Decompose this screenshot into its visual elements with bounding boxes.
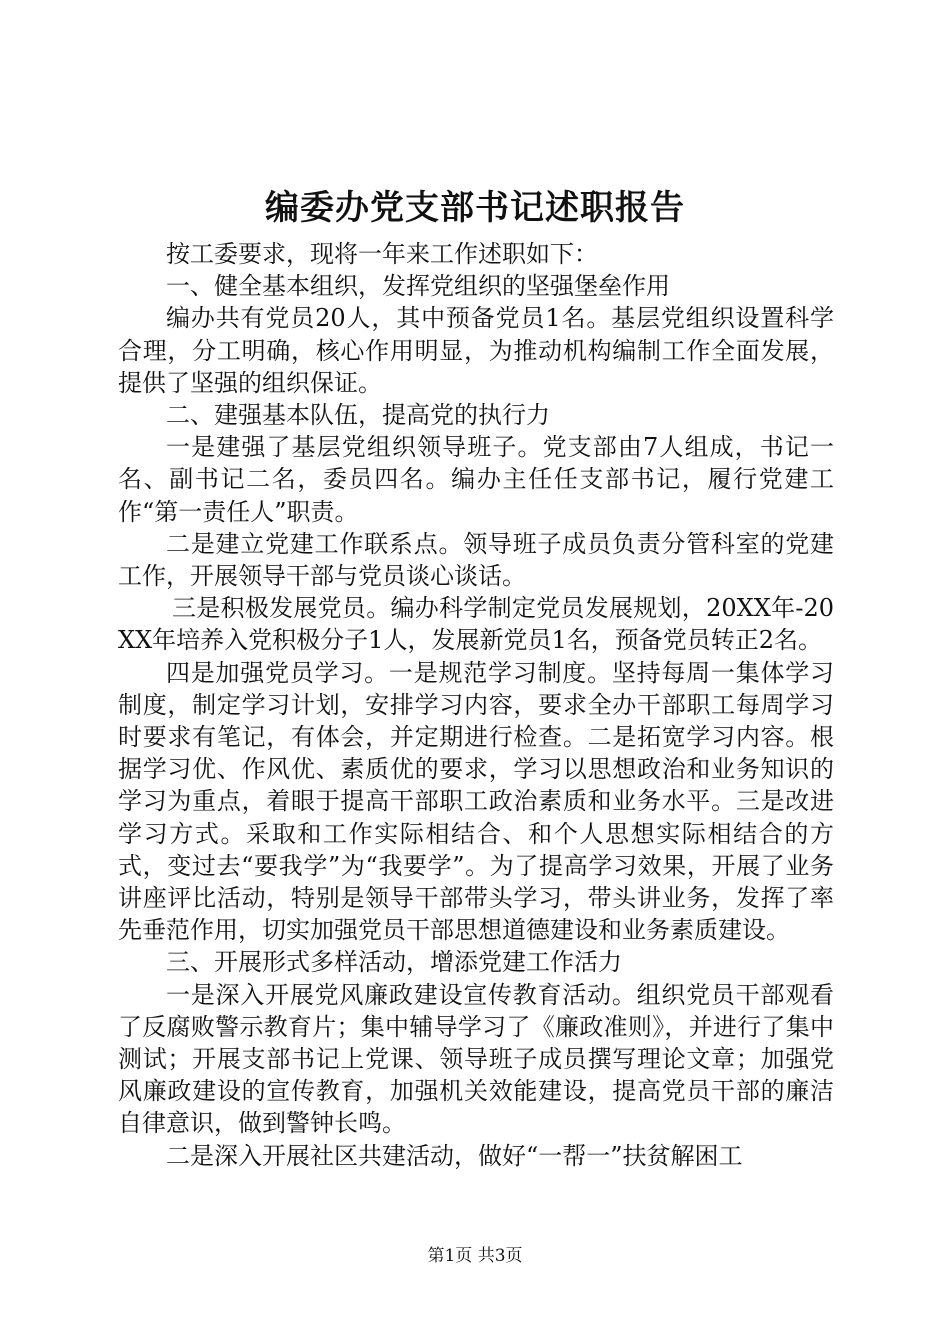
page-footer: 第1页 共3页 [427, 1246, 523, 1266]
paragraph: 编办共有党员20人，其中预备党员1名。基层党组织设置科学合理，分工明确，核心作用明显，为推动机构编制工作全面发展，提供了坚强的组织保证。 [118, 304, 834, 397]
document-title: 编委办党支部书记述职报告 [265, 188, 685, 228]
paragraph-intro: 按工委要求，现将一年来工作述职如下： [166, 240, 598, 268]
section-heading-3: 三、开展形式多样活动，增添党建工作活力 [166, 948, 622, 977]
paragraph: 一是建强了基层党组织领导班子。党支部由7人组成，书记一名、副书记二名，委员四名。编办主任任支部书记，履行党建工作“第一责任人”职责。 [118, 433, 834, 526]
paragraph: 一是深入开展党风廉政建设宣传教育活动。组织党员干部观看了反腐败警示教育片；集中辅导学习了《廉政准则》，并进行了集中测试；开展支部书记上党课、领导班子成员撰写理论文章；加强党风廉政建设的宣传教育，加强机关效能建设，提高党员干部的廉洁自律意识，做到警钟长鸣。 [118, 980, 834, 1138]
paragraph: 三是积极发展党员。编办科学制定党员发展规划，20XX年-20XX年培养入党积极分子1人，发展新党员1名，预备党员转正2名。 [118, 594, 834, 655]
paragraph: 二是建立党建工作联系点。领导班子成员负责分管科室的党建工作，开展领导干部与党员谈心谈话。 [118, 529, 834, 591]
paragraph: 四是加强党员学习。一是规范学习制度。坚持每周一集体学习制度，制定学习计划，安排学习内容，要求全办干部职工每周学习时要求有笔记，有体会，并定期进行检查。二是拓宽学习内容。根据学习优、作风优、素质优的要求，学习以思想政治和业务知识的学习为重点，着眼于提高干部职工政治素质和业务水平。三是改进学习方式。采取和工作实际相结合、和个人思想实际相结合的方式，变过去“要我学”为“我要学”。为了提高学习效果，开展了业务讲座评比活动，特别是领导干部带头学习，带头讲业务，发挥了率先垂范作用，切实加强党员干部思想道德建设和业务素质建设。 [118, 658, 834, 945]
document-body [118, 238, 834, 1172]
section-heading-1: 一、健全基本组织，发挥党组织的坚强堡垒作用 [166, 272, 670, 301]
section-heading-2: 二、建强基本队伍，提高党的执行力 [166, 401, 550, 430]
paragraph: 二是深入开展社区共建活动，做好“一帮一”扶贫解困工 [166, 1141, 743, 1170]
